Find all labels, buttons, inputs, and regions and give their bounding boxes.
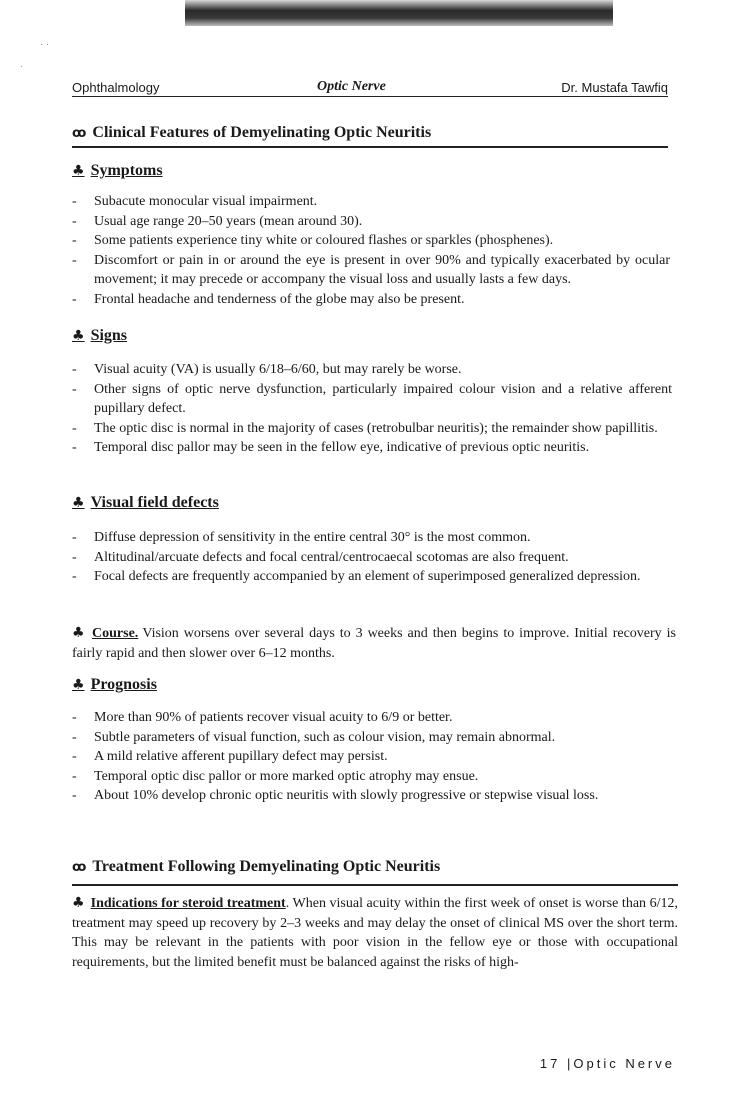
section-ornament-icon: ꝏ xyxy=(72,126,87,141)
club-bullet-icon: ♣ xyxy=(72,163,85,179)
club-bullet-icon: ♣ xyxy=(72,895,85,911)
signs-list xyxy=(72,360,672,458)
club-bullet-icon: ♣ xyxy=(72,677,85,693)
page-header xyxy=(72,80,668,97)
header-subject: Ophthalmology xyxy=(72,80,160,95)
list-item: - Focal defects are frequently accompanied by an element of superimposed generalized depression. xyxy=(72,567,674,587)
heading-course: Course. xyxy=(92,626,139,641)
section-rule xyxy=(72,146,668,148)
section-rule xyxy=(72,884,678,886)
list-item: - About 10% develop chronic optic neuritis with slowly progressive or stepwise visual loss. xyxy=(72,786,672,806)
heading-indications: Indications for steroid treatment xyxy=(90,896,286,911)
section-title-clinical-features: ꝏ Clinical Features of Demyelinating Optic Neuritis xyxy=(72,124,432,141)
footer-label: |Optic Nerve xyxy=(566,1056,675,1071)
list-item: - Visual acuity (VA) is usually 6/18–6/60, but may rarely be worse. xyxy=(72,360,672,380)
list-item: - A mild relative afferent pupillary defect may persist. xyxy=(72,747,672,767)
header-chapter: Optic Nerve xyxy=(317,79,386,94)
page-number: 17 xyxy=(539,1056,561,1071)
list-item: - Subacute monocular visual impairment. xyxy=(72,192,670,212)
course-text: Vision worsens over several days to 3 weeks and then begins to improve. Initial recovery is fairly rapid and then slower over 6–12 months. xyxy=(72,626,676,661)
visual-field-list xyxy=(72,528,674,587)
list-item: - Other signs of optic nerve dysfunction, particularly impaired colour vision and a relative afferent pupillary defect. xyxy=(72,380,672,419)
list-item: - The optic disc is normal in the majority of cases (retrobulbar neuritis); the remainder show papillitis. xyxy=(72,419,672,439)
symptoms-list xyxy=(72,192,670,309)
heading-signs: ♣ Signs xyxy=(72,327,128,344)
list-item: - Some patients experience tiny white or coloured flashes or sparkles (phosphenes). xyxy=(72,231,670,251)
indications-text: . When visual acuity within the first week of onset is worse than 6/12, treatment may speed up recovery by 2–3 weeks and may delay the onset of clinical MS over the short term. This may be relevant in the patients with poor vision in the fellow eye or those with occupational requirements, but the limited benefit must be balanced against the risks of high- xyxy=(72,896,678,970)
indications-paragraph xyxy=(72,894,678,972)
header-author: Dr. Mustafa Tawfiq xyxy=(561,80,668,95)
club-bullet-icon: ♣ xyxy=(72,328,85,344)
prognosis-list xyxy=(72,708,672,806)
list-item: - Temporal disc pallor may be seen in the fellow eye, indicative of previous optic neuritis. xyxy=(72,438,672,458)
list-item: - More than 90% of patients recover visual acuity to 6/9 or better. xyxy=(72,708,672,728)
scan-speck: · xyxy=(20,62,24,73)
list-item: - Subtle parameters of visual function, such as colour vision, may remain abnormal. xyxy=(72,728,672,748)
list-item: - Discomfort or pain in or around the eye is present in over 90% and typically exacerbated by ocular movement; it may precede or accompany the visual loss and usually lasts a few days. xyxy=(72,251,670,290)
page-footer xyxy=(540,1056,675,1071)
section-ornament-icon: ꝏ xyxy=(72,860,87,875)
scan-speck: · · xyxy=(40,40,50,51)
course-paragraph xyxy=(72,624,676,663)
club-bullet-icon: ♣ xyxy=(72,495,85,511)
list-item: - Frontal headache and tenderness of the globe may also be present. xyxy=(72,290,670,310)
list-item: - Temporal optic disc pallor or more marked optic atrophy may ensue. xyxy=(72,767,672,787)
heading-visual-field-defects: ♣ Visual field defects xyxy=(72,494,219,511)
section-title-treatment: ꝏ Treatment Following Demyelinating Optic Neuritis xyxy=(72,858,441,875)
list-item: - Altitudinal/arcuate defects and focal central/centrocaecal scotomas are also frequent. xyxy=(72,548,674,568)
scan-binding-edge xyxy=(185,0,613,26)
list-item: - Usual age range 20–50 years (mean around 30). xyxy=(72,212,670,232)
heading-symptoms: ♣ Symptoms xyxy=(72,162,163,179)
heading-prognosis: ♣ Prognosis xyxy=(72,676,157,693)
club-bullet-icon: ♣ xyxy=(72,625,87,641)
list-item: - Diffuse depression of sensitivity in the entire central 30° is the most common. xyxy=(72,528,674,548)
